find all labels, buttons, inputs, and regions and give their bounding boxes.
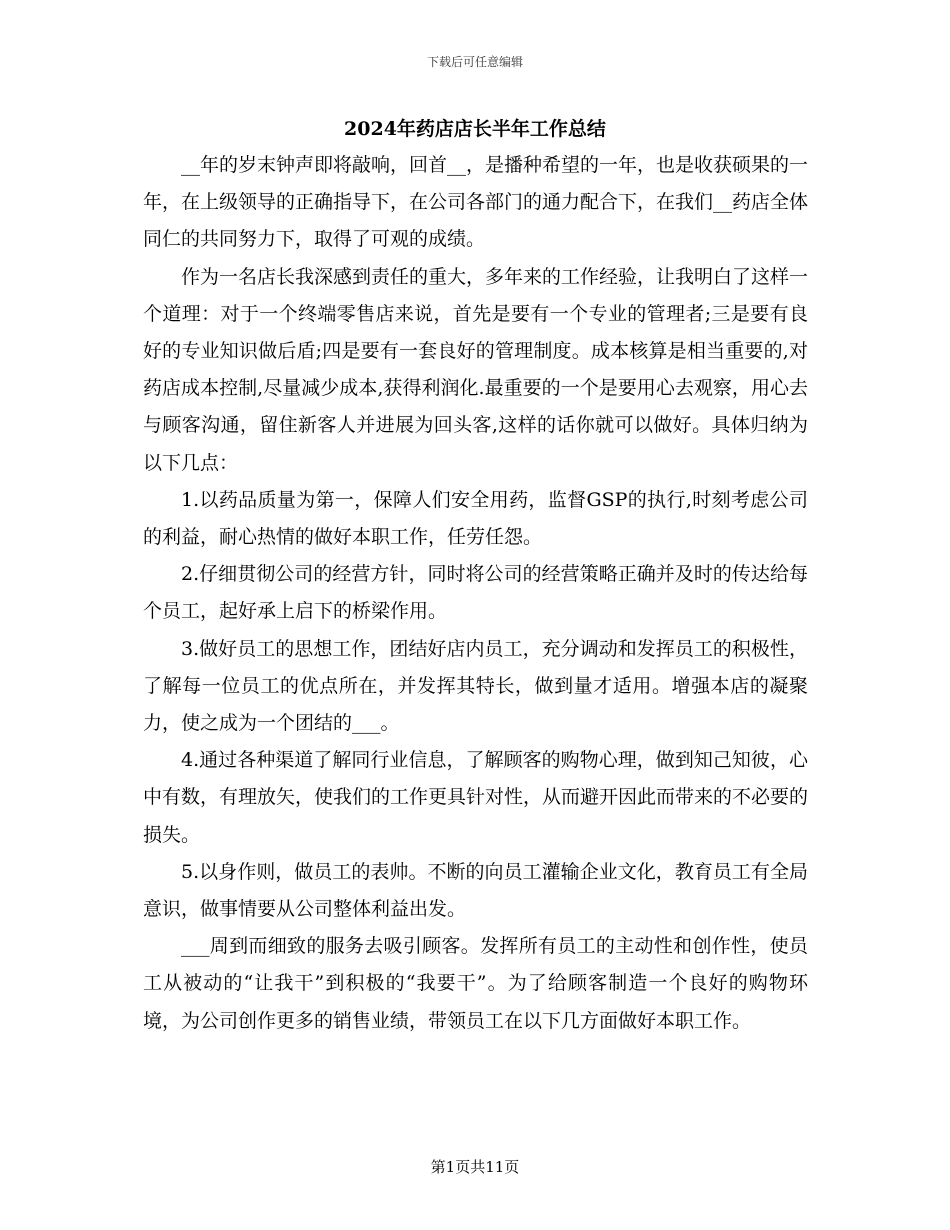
paragraph-point-5: 5.以身作则，做员工的表帅。不断的向员工灌输企业文化，教育员工有全局意识，做事情要从公司整体利益出发。 [143,860,808,921]
paragraph-point-1: 1.以药品质量为第一，保障人们安全用药，监督GSP的执行,时刻考虑公司的利益，耐心热情的做好本职工作，任劳任怨。 [143,488,808,549]
paragraph-point-3: 3.做好员工的思想工作，团结好店内员工，充分调动和发挥员工的积极性，了解每一位员工的优点所在，并发挥其特长，做到量才适用。增强本店的凝聚力，使之成为一个团结的___。 [143,637,808,735]
document-body [143,147,808,1040]
paragraph-experience: 作为一名店长我深感到责任的重大，多年来的工作经验，让我明白了这样一个道理：对于一个终端零售店来说，首先是要有一个专业的管理者;三是要有良好的专业知识做后盾;四是要有一套良好的管理制度。成本核算是相当重要的,对药店成本控制,尽量减少成本,获得利润化.最重要的一个是要用心去观察，用心去与顾客沟通，留住新客人并进展为回头客,这样的话你就可以做好。具体归纳为以下几点： [143,265,809,474]
header-note: 下载后可任意编辑 [426,55,523,69]
paragraph-point-2: 2.仔细贯彻公司的经营方针，同时将公司的经营策略正确并及时的传达给每个员工，起好承上启下的桥梁作用。 [143,563,808,623]
page-indicator: 第1页共11页 [430,1158,520,1176]
document-title: 2024年药店店长半年工作总结 [344,118,606,140]
paragraph-intro: __年的岁末钟声即将敲响，回首__，是播种希望的一年，也是收获硕果的一年，在上级领导的正确指导下，在公司各部门的通力配合下，在我们__药店全体同仁的共同努力下，取得了可观的成绩。 [143,154,809,251]
paragraph-point-4: 4.通过各种渠道了解同行业信息，了解顾客的购物心理，做到知己知彼，心中有数，有理放矢，使我们的工作更具针对性，从而避开因此而带来的不必要的损失。 [143,749,809,846]
paragraph-service: ___周到而细致的服务去吸引顾客。发挥所有员工的主动性和创作性，使员工从被动的“让我干”到积极的“我要干”。为了给顾客制造一个良好的购物环境，为公司创作更多的销售业绩，带领员工在以下几方面做好本职工作。 [143,935,808,1032]
